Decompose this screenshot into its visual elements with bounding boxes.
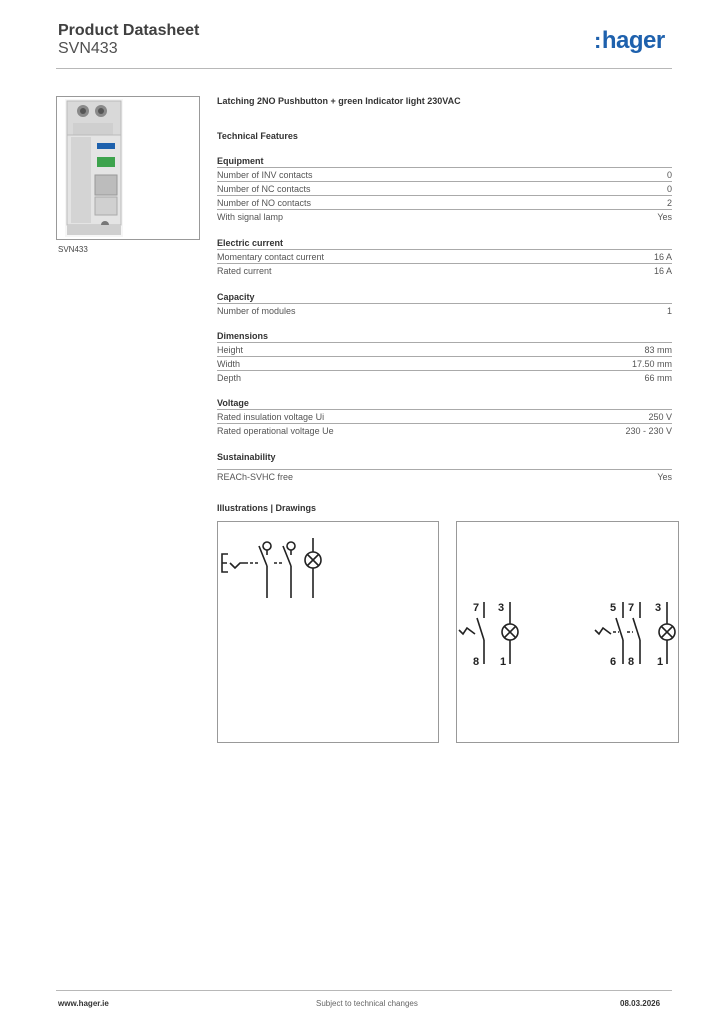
section-voltage (217, 398, 672, 437)
symbol-drawing (217, 521, 439, 743)
spec-row (217, 195, 672, 209)
technical-features-heading: Technical Features (217, 131, 298, 141)
spec-label: Rated insulation voltage Ui (217, 411, 325, 422)
spec-row (217, 356, 672, 370)
spec-row (217, 181, 672, 195)
section-dimensions (217, 331, 672, 384)
product-description: Latching 2NO Pushbutton + green Indicator light 230VAC (217, 96, 461, 106)
terminal-label: 3 (498, 602, 505, 614)
spec-label: With signal lamp (217, 211, 284, 222)
spec-label: Depth (217, 372, 242, 383)
footer-note: Subject to technical changes (316, 999, 418, 1008)
spec-row (217, 249, 672, 263)
spec-row (217, 342, 672, 356)
spec-label: Width (217, 358, 241, 369)
spec-value: 0 (666, 183, 672, 194)
header-divider (56, 68, 672, 69)
page-title: Product Datasheet (58, 22, 200, 39)
spec-value: 66 mm (644, 372, 672, 383)
terminal-label: 8 (628, 656, 635, 668)
spec-label: Number of NC contacts (217, 183, 311, 194)
section-equipment (217, 156, 672, 223)
spec-value: 230 - 230 V (625, 425, 672, 436)
spec-label: Number of modules (217, 305, 296, 316)
spec-row (217, 209, 672, 223)
terminal-label: 8 (473, 656, 480, 668)
section-title: Sustainability (217, 452, 276, 462)
section-title: Voltage (217, 398, 249, 408)
spec-value: 16 A (653, 265, 672, 276)
wiring-diagram-drawing (457, 522, 678, 742)
section-title: Equipment (217, 156, 264, 166)
spec-row (217, 303, 672, 317)
logo-text: hager (601, 27, 665, 54)
section-electric-current (217, 238, 672, 277)
spec-label: Rated operational voltage Ue (217, 425, 334, 436)
illustrations-heading: Illustrations | Drawings (217, 503, 317, 513)
spec-value: 17.50 mm (631, 358, 672, 369)
terminal-label: 5 (610, 602, 617, 614)
product-image (56, 96, 200, 240)
footer-divider (56, 990, 672, 991)
spec-row (217, 370, 672, 384)
spec-label: Number of INV contacts (217, 169, 313, 180)
wiring-diagram (456, 521, 679, 743)
terminal-label: 1 (500, 656, 507, 668)
image-caption: SVN433 (58, 245, 88, 254)
spec-label: Momentary contact current (217, 251, 325, 262)
circuit-symbol (218, 522, 438, 742)
spec-value: 2 (666, 197, 672, 208)
terminal-label: 6 (610, 656, 617, 668)
hager-logo: :hager (594, 27, 665, 54)
footer-website-link[interactable]: www.hager.ie (58, 999, 109, 1008)
section-title: Capacity (217, 292, 255, 302)
terminal-label: 7 (473, 602, 480, 614)
spec-value: 0 (666, 169, 672, 180)
spec-label: REACh-SVHC free (217, 471, 294, 482)
section-title: Electric current (217, 238, 284, 248)
spec-row (217, 263, 672, 277)
spec-value: 16 A (653, 251, 672, 262)
spec-row (217, 469, 672, 483)
spec-row (217, 167, 672, 181)
section-sustainability (217, 452, 672, 483)
terminal-label: 1 (657, 656, 664, 668)
spec-value: Yes (657, 211, 672, 222)
spec-row (217, 409, 672, 423)
section-title: Dimensions (217, 331, 269, 341)
product-photo-drawing (57, 97, 199, 239)
product-code: SVN433 (58, 40, 118, 57)
spec-label: Height (217, 344, 244, 355)
spec-label: Number of NO contacts (217, 197, 312, 208)
terminal-label: 7 (628, 602, 635, 614)
spec-row (217, 423, 672, 437)
spec-value: 83 mm (644, 344, 672, 355)
spec-value: 250 V (648, 411, 672, 422)
footer-date: 08.03.2026 (620, 999, 661, 1008)
spec-value: Yes (657, 471, 672, 482)
section-capacity (217, 292, 672, 317)
terminal-label: 3 (655, 602, 662, 614)
spec-label: Rated current (217, 265, 272, 276)
spec-value: 1 (666, 305, 672, 316)
